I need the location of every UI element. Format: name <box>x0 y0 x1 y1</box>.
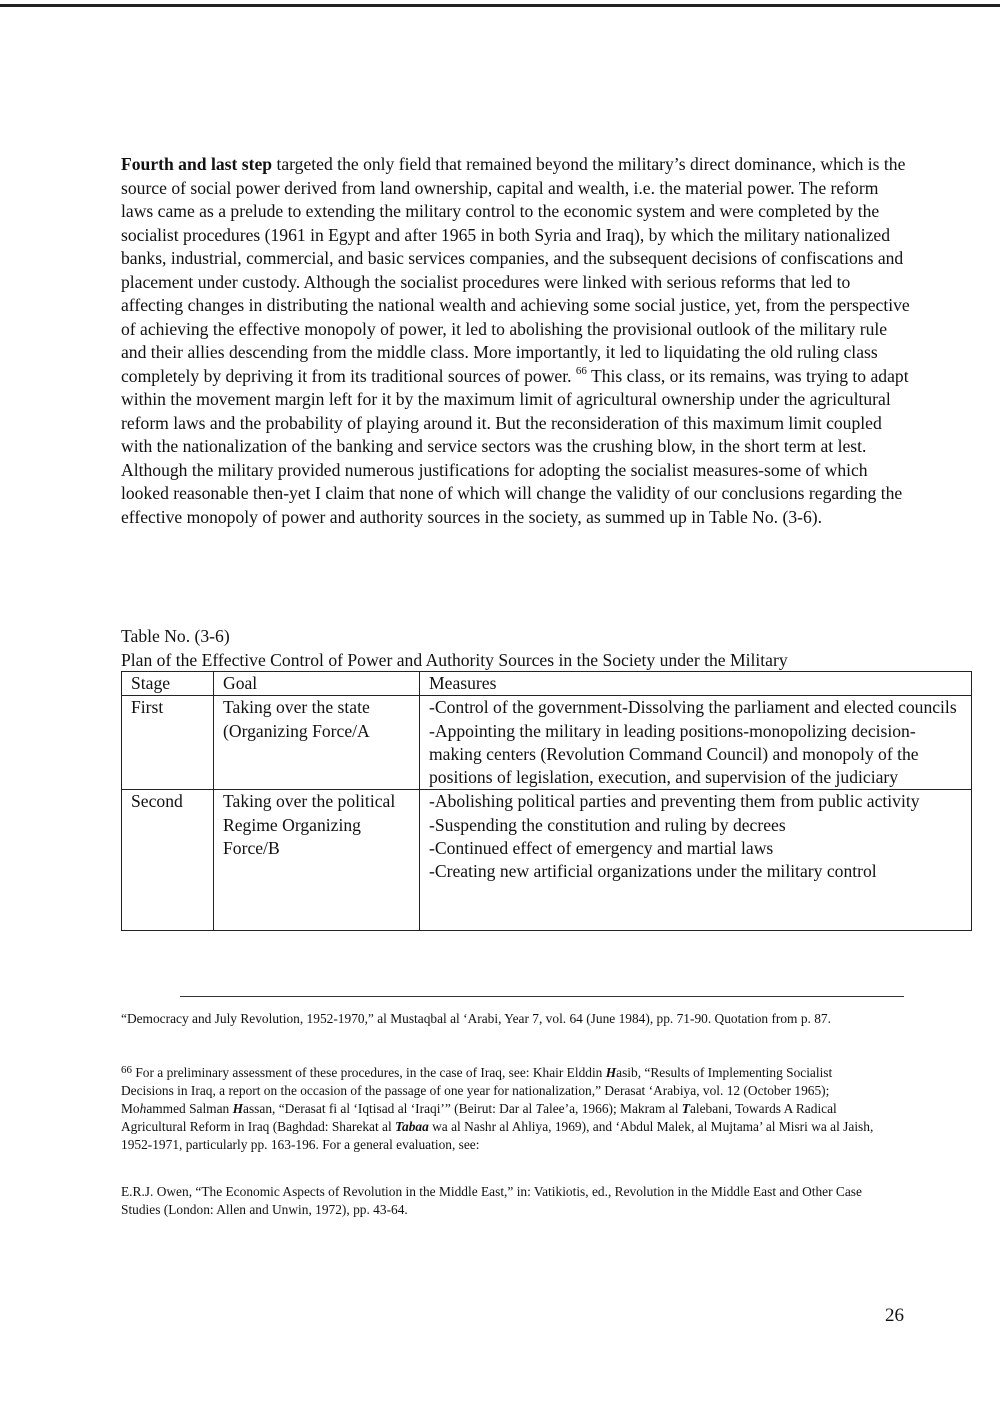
footnote-text: asib, “Results of Implementing Socialist Decisions in Iraq, a report on the occasion of the passage of one year for nationalization,” Derasat ‘Arabiya, vol. 12 (October 1965); Mo <box>121 1065 833 1116</box>
goal-cell: Taking over the state (Organizing Force/A <box>214 696 420 790</box>
footnote-text: T <box>535 1101 544 1116</box>
header-stage: Stage <box>122 672 214 696</box>
top-scan-line <box>0 4 1000 7</box>
measures-cell <box>420 790 972 931</box>
footnote-text: H <box>232 1101 244 1116</box>
header-measures: Measures <box>420 672 972 696</box>
measure-item: -Control of the government-Dissolving the parliament and elected councils <box>429 697 957 718</box>
footnote-text: alebani, Towards A Radical Agricultural Reform in Iraq (Baghdad: Sharekat al <box>121 1101 837 1134</box>
footnote-owen: E.R.J. Owen, “The Economic Aspects of Revolution in the Middle East,” in: Vatikiotis, ed., Revolution in the Middle East and Other Case Studies (London: Allen and Unwin, 1972), pp. 43-64. <box>121 1184 862 1217</box>
measures-cell <box>420 696 972 790</box>
table-row <box>122 696 972 790</box>
footnote-text: ammed Salman <box>146 1101 233 1116</box>
stage-cell: Second <box>122 790 214 931</box>
footnote-text: alee’a, 1966); Makram al <box>543 1101 682 1116</box>
footnote-text: T <box>681 1101 690 1116</box>
measure-item: -Abolishing political parties and preventing them from public activity <box>429 791 920 812</box>
footnote-ref-66: 66 <box>575 364 587 377</box>
footnote-text: H <box>605 1065 617 1080</box>
goal-cell: Taking over the political Regime Organizing Force/B <box>214 790 420 931</box>
table-row <box>122 790 972 931</box>
stage-cell: First <box>122 696 214 790</box>
body-paragraph <box>121 153 911 529</box>
footnote-text: assan, “Derasat fi al ‘Iqtisad al ‘Iraqi’” (Beirut: Dar al <box>243 1101 536 1116</box>
footnote-continued: “Democracy and July Revolution, 1952-1970,” al Mustaqbal al ‘Arabi, Year 7, vol. 64 (June 1984), pp. 71-90. Quotation from p. 87. <box>121 1011 831 1026</box>
paragraph-text-part2: This class, or its remains, was trying to adapt within the movement margin left for it by the maximum limit of agricultural ownership under the agricultural reform laws and the probability of playing around it. But the reconsideration of this maximum limit coupled with the nationalization of the banking and service sectors was the crushing blow, in the short term at lest. Although the military provided numerous justifications for adopting the socialist measures-some of which looked reasonable then-yet I claim that none of which will change the validity of our conclusions regarding the effective monopoly of power and authority sources in the society, as summed up in Table No. (3-6). <box>121 365 909 527</box>
control-plan-table <box>121 671 972 931</box>
footnote-separator <box>180 996 904 997</box>
footnote-text: Tabaa <box>395 1119 429 1134</box>
header-goal: Goal <box>214 672 420 696</box>
footnote-66 <box>121 1064 881 1154</box>
footnote-66-number: 66 <box>121 1064 132 1076</box>
table-number: Table No. (3-6) <box>121 626 230 646</box>
footnote-text: h <box>139 1101 147 1116</box>
paragraph-text-part1: targeted the only field that remained beyond the military’s direct dominance, which is the source of social power derived from land ownership, capital and wealth, i.e. the material power. The reform laws came as a prelude to extending the military control to the economic system and were completed by the socialist procedures (1961 in Egypt and after 1965 in both Syria and Iraq), by which the military nationalized banks, industrial, commercial, and basic services companies, and the subsequent decisions of confiscations and placement under custody. Although the socialist procedures were linked with serious reforms that led to affecting changes in distributing the national wealth and achieving some social justice, yet, from the perspective of achieving the effective monopoly of power, it led to abolishing the provisional outlook of the military rule and their allies descending from the middle class. More importantly, it led to liquidating the old ruling class completely by depriving it from its traditional sources of power. <box>121 154 910 386</box>
measure-item: -Continued effect of emergency and martial laws <box>429 838 774 859</box>
measure-item: -Appointing the military in leading positions-monopolizing decision-making centers (Revolution Command Council) and monopoly of the positions of legislation, execution, and supervision of the judiciary <box>429 720 919 788</box>
table-title: Plan of the Effective Control of Power and Authority Sources in the Society under the Military <box>121 650 788 670</box>
table-header-row <box>122 672 972 696</box>
paragraph-lead: Fourth and last step <box>121 154 273 174</box>
footnote-text: For a preliminary assessment of these procedures, in the case of Iraq, see: Khair Elddin <box>132 1065 606 1080</box>
footnote-text: wa al Nashr al Ahliya, 1969), and ‘Abdul Malek, al Mujtama’ al Misri wa al Jaish, 1952-1971, particularly pp. 163-196. For a general evaluation, see: <box>121 1119 874 1152</box>
measure-item: -Suspending the constitution and ruling by decrees <box>429 814 786 835</box>
page-number: 26 <box>885 1305 904 1326</box>
measure-item: -Creating new artificial organizations under the military control <box>429 861 877 882</box>
